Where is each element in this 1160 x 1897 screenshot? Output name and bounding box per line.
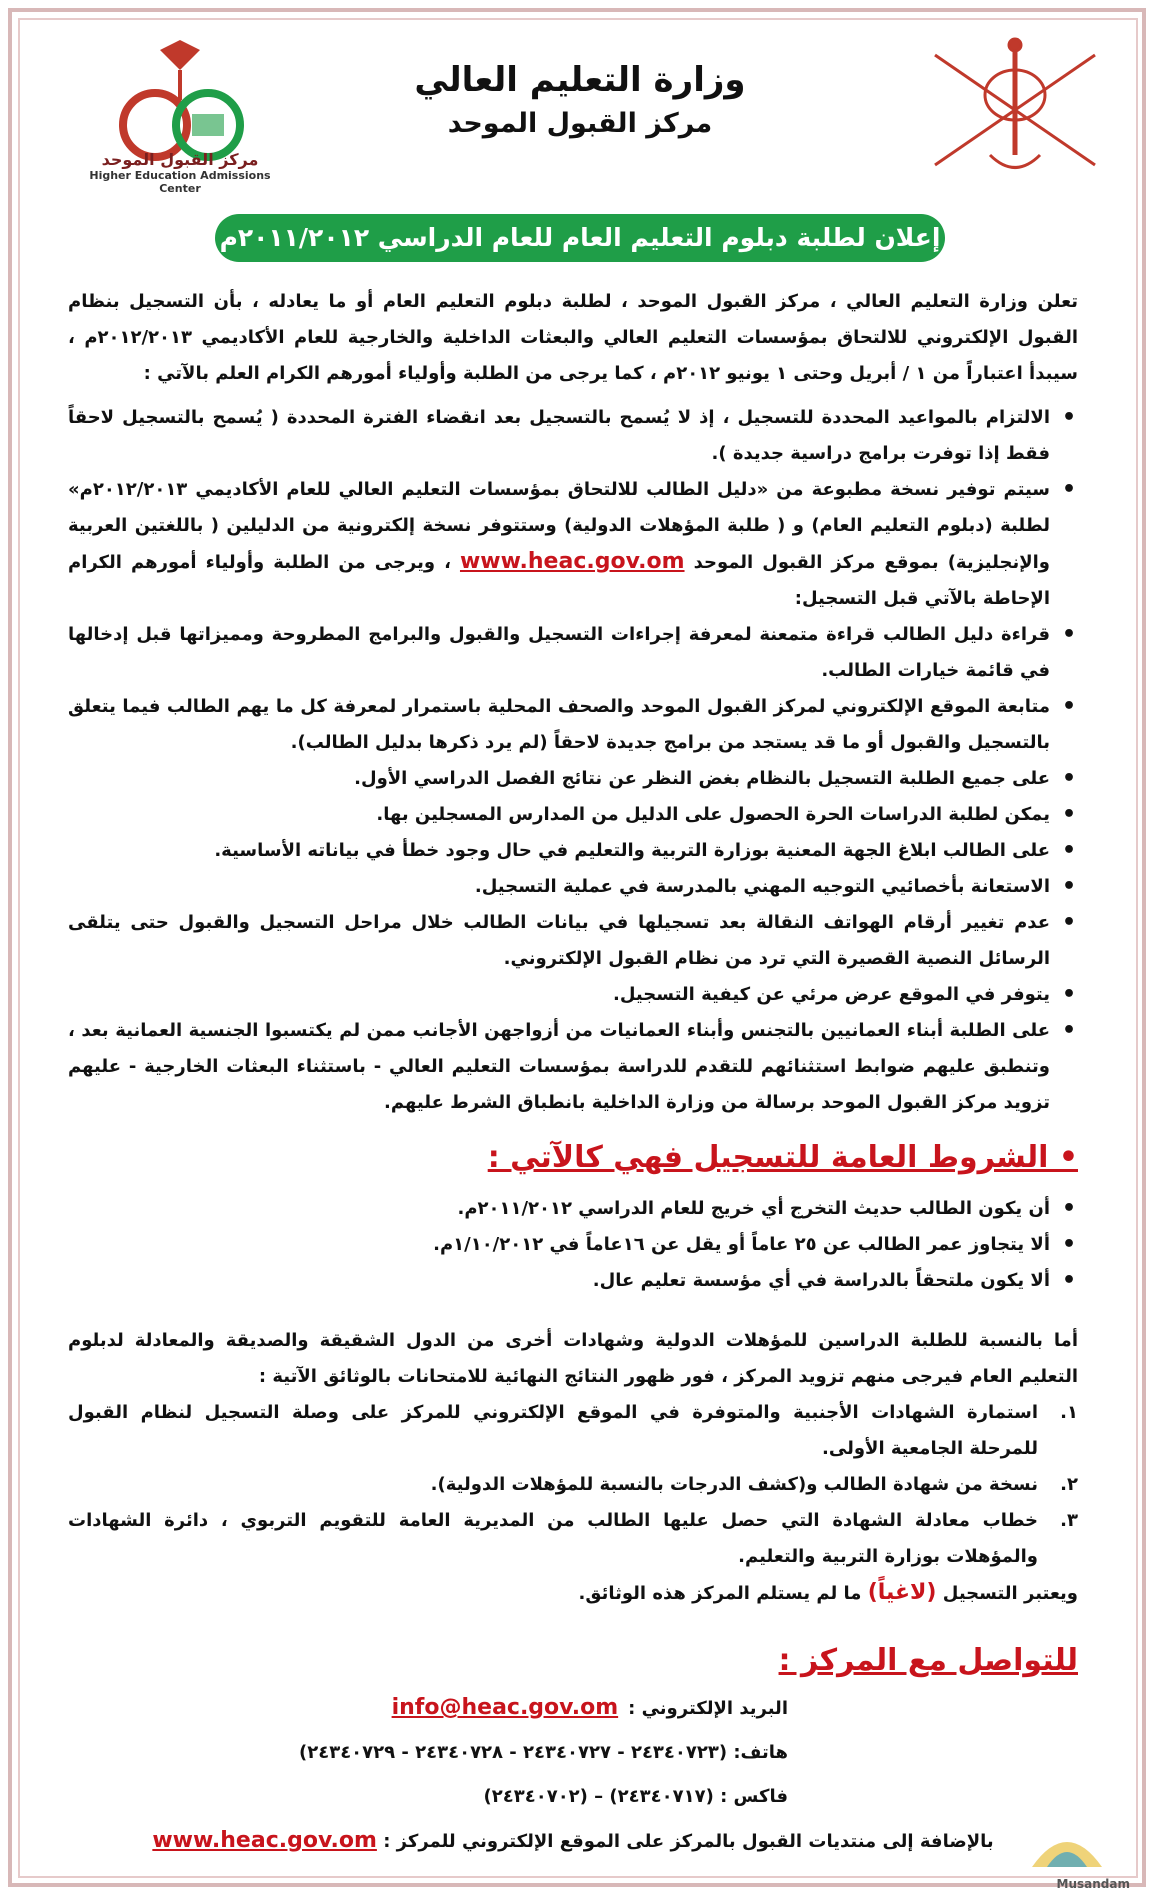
logo-caption bbox=[75, 150, 285, 195]
contact-block bbox=[68, 1686, 1078, 1819]
list-item: • على الطلبة أبناء العمانيين بالتجنس وأبناء العمانيات من أزواجهن الأجانب ممن لم يكتسبوا الجنسية العمانية بعد ، وتنطبق عليهم ضوابط استثنائهم للتقدم للدراسة بمؤسسات التعليم العالي - باستثناء البعثات الخارجية - عليهم تزويد مركز القبول الموحد برسالة من وزارة الداخلية بانطباق الشرط عليهم. bbox=[68, 1013, 1050, 1121]
list-item bbox=[68, 472, 1050, 617]
list-item bbox=[68, 1395, 1078, 1467]
fax-label: فاكس : bbox=[720, 1786, 788, 1807]
logo-caption-en: Higher Education Admissions Center bbox=[89, 169, 271, 195]
watermark-logo-icon bbox=[992, 1807, 1142, 1887]
list-item: • قراءة دليل الطالب قراءة متمعنة لمعرفة إجراءات التسجيل والقبول والبرامج المطروحة ومميزاتها قبل إدخالها في قائمة خيارات الطالب. bbox=[68, 617, 1050, 689]
list-item: • ألا يكون ملتحقاً بالدراسة في أي مؤسسة تعليم عال. bbox=[68, 1263, 1050, 1299]
list-item bbox=[68, 1503, 1078, 1575]
terms-list bbox=[68, 1191, 1078, 1299]
list-item: • يمكن لطلبة الدراسات الحرة الحصول على الدليل من المدارس المسجلين بها. bbox=[68, 797, 1050, 833]
list-item-text: خطاب معادلة الشهادة التي حصل عليها الطالب من المديرية العامة للتقويم التربوي ، دائرة الشهادات والمؤهلات بوزارة التربية والتعليم. bbox=[68, 1510, 1038, 1567]
documents-list bbox=[68, 1395, 1078, 1575]
email-link[interactable]: info@heac.gov.om bbox=[391, 1695, 619, 1720]
list-item: • الالتزام بالمواعيد المحددة للتسجيل ، إذ لا يُسمح بالتسجيل بعد انقضاء الفترة المحددة ( يُسمح بالتسجيل لاحقاً فقط إذا توفرت برامج دراسية جديدة ). bbox=[68, 400, 1050, 472]
international-intro: أما بالنسبة للطلبة الدراسين للمؤهلات الدولية وشهادات أخرى من الدول الشقيقة والصديقة والمعادلة لدبلوم التعليم العام فيرجى منهم تزويد المركز ، فور ظهور النتائج النهائية للامتحانات بالوثائق الآتية : bbox=[68, 1330, 1078, 1387]
list-item: • عدم تغيير أرقام الهواتف النقالة بعد تسجيلها في بيانات الطالب خلال مراحل التسجيل والقبول حتى يتلقى الرسائل النصية القصيرة التي ترد من نظام القبول الإلكتروني. bbox=[68, 905, 1050, 977]
ministry-title: وزارة التعليم العالي bbox=[414, 60, 746, 100]
void-note bbox=[68, 1575, 1078, 1612]
list-item: • على جميع الطلبة التسجيل بالنظام بغض النظر عن نتائج الفصل الدراسي الأول. bbox=[68, 761, 1050, 797]
list-item-suffix: ، ويرجى من الطلبة وأولياء أمورهم الكرام الإحاطة بالآتي قبل التسجيل: bbox=[68, 552, 1050, 609]
footer-website-link[interactable]: www.heac.gov.om bbox=[152, 1828, 377, 1853]
national-emblem-icon bbox=[915, 35, 1115, 185]
email-label: البريد الإلكتروني : bbox=[628, 1698, 788, 1719]
void-note-suffix: ما لم يستلم المركز هذه الوثائق. bbox=[578, 1583, 862, 1604]
footer-text: بالإضافة إلى منتديات القبول بالمركز على الموقع الإلكتروني للمركز : bbox=[383, 1831, 994, 1852]
terms-heading: • الشروط العامة للتسجيل فهي كالآتي : bbox=[487, 1140, 1078, 1175]
main-content bbox=[68, 284, 1078, 1864]
list-item: • أن يكون الطالب حديث التخرج أي خريج للعام الدراسي ٢٠١١/٢٠١٢م. bbox=[68, 1191, 1050, 1227]
list-item: • يتوفر في الموقع عرض مرئي عن كيفية التسجيل. bbox=[68, 977, 1050, 1013]
list-item bbox=[68, 1467, 1078, 1503]
email-row bbox=[68, 1686, 788, 1731]
intro-paragraph: تعلن وزارة التعليم العالي ، مركز القبول الموحد ، لطلبة دبلوم التعليم العام أو ما يعادله ، بأن التسجيل بنظام القبول الإلكتروني للالتحاق بمؤسسات التعليم العالي والبعثات الداخلية والخارجية للعام الأكاديمي ٢٠١٢/٢٠١٣م ، سيبدأ اعتباراً من ١ / أبريل وحتى ١ يونيو ٢٠١٢م ، كما يرجى من الطلبة وأولياء أمورهم الكرام العلم بالآتي : bbox=[68, 291, 1078, 384]
center-title: مركز القبول الموحد bbox=[447, 108, 713, 139]
list-item: • الاستعانة بأخصائيي التوجيه المهني بالمدرسة في عملية التسجيل. bbox=[68, 869, 1050, 905]
website-link[interactable]: www.heac.gov.om bbox=[459, 549, 685, 574]
phone-numbers: (٢٤٣٤٠٧٢٣ - ٢٤٣٤٠٧٢٧ - ٢٤٣٤٠٧٢٨ - ٢٤٣٤٠٧٢٩) bbox=[299, 1742, 728, 1763]
instructions-list bbox=[68, 400, 1078, 1121]
header-titles bbox=[360, 60, 800, 139]
list-number: ٢. bbox=[1060, 1474, 1078, 1495]
list-item-text: نسخة من شهادة الطالب و(كشف الدرجات بالنسبة للمؤهلات الدولية). bbox=[430, 1474, 1038, 1495]
list-item: • ألا يتجاوز عمر الطالب عن ٢٥ عاماً أو يقل عن ١٦عاماً في ١/١٠/٢٠١٢م. bbox=[68, 1227, 1050, 1263]
void-note-prefix: ويعتبر التسجيل bbox=[942, 1583, 1078, 1604]
list-item: • على الطالب ابلاغ الجهة المعنية بوزارة التربية والتعليم في حال وجود خطأ في بياناته الأساسية. bbox=[68, 833, 1050, 869]
phone-row bbox=[68, 1731, 788, 1775]
fax-numbers: (٢٤٣٤٠٧١٧) – (٢٤٣٤٠٧٠٢) bbox=[483, 1786, 714, 1807]
logo-caption-ar: مركز القبول الموحد bbox=[101, 150, 259, 169]
list-item: • متابعة الموقع الإلكتروني لمركز القبول الموحد والصحف المحلية باستمرار لمعرفة كل ما يهم الطالب فيما يتعلق بالتسجيل والقبول أو ما قد يستجد من برامج جديدة لاحقاً (لم يرد ذكرها بدليل الطالب). bbox=[68, 689, 1050, 761]
contact-heading: للتواصل مع المركز : bbox=[778, 1643, 1078, 1678]
phone-label: هاتف: bbox=[733, 1742, 788, 1763]
list-number: ٣. bbox=[1060, 1510, 1078, 1531]
footer-line bbox=[68, 1819, 1078, 1864]
announcement-banner: إعلان لطلبة دبلوم التعليم العام للعام الدراسي ٢٠١١/٢٠١٢م bbox=[215, 214, 945, 262]
list-item-text: استمارة الشهادات الأجنبية والمتوفرة في الموقع الإلكتروني للمركز على وصلة التسجيل لنظام القبول للمرحلة الجامعية الأولى. bbox=[68, 1402, 1038, 1459]
watermark-text: Musandam bbox=[1056, 1877, 1130, 1891]
void-note-highlight: (لاغياً) bbox=[867, 1580, 937, 1605]
list-number: ١. bbox=[1060, 1402, 1078, 1423]
fax-row bbox=[68, 1775, 788, 1819]
list-item-text: سيتم توفير نسخة مطبوعة من «دليل الطالب للالتحاق بمؤسسات التعليم العالي للعام الأكاديمي ٢٠١٢/٢٠١٣م» لطلبة (دبلوم التعليم العام) و ( طلبة المؤهلات الدولية) وستتوفر نسخة إلكترونية من الدليلين ( باللغتين العربية والإنجليزية) بموقع مركز القبول الموحد bbox=[68, 479, 1050, 573]
